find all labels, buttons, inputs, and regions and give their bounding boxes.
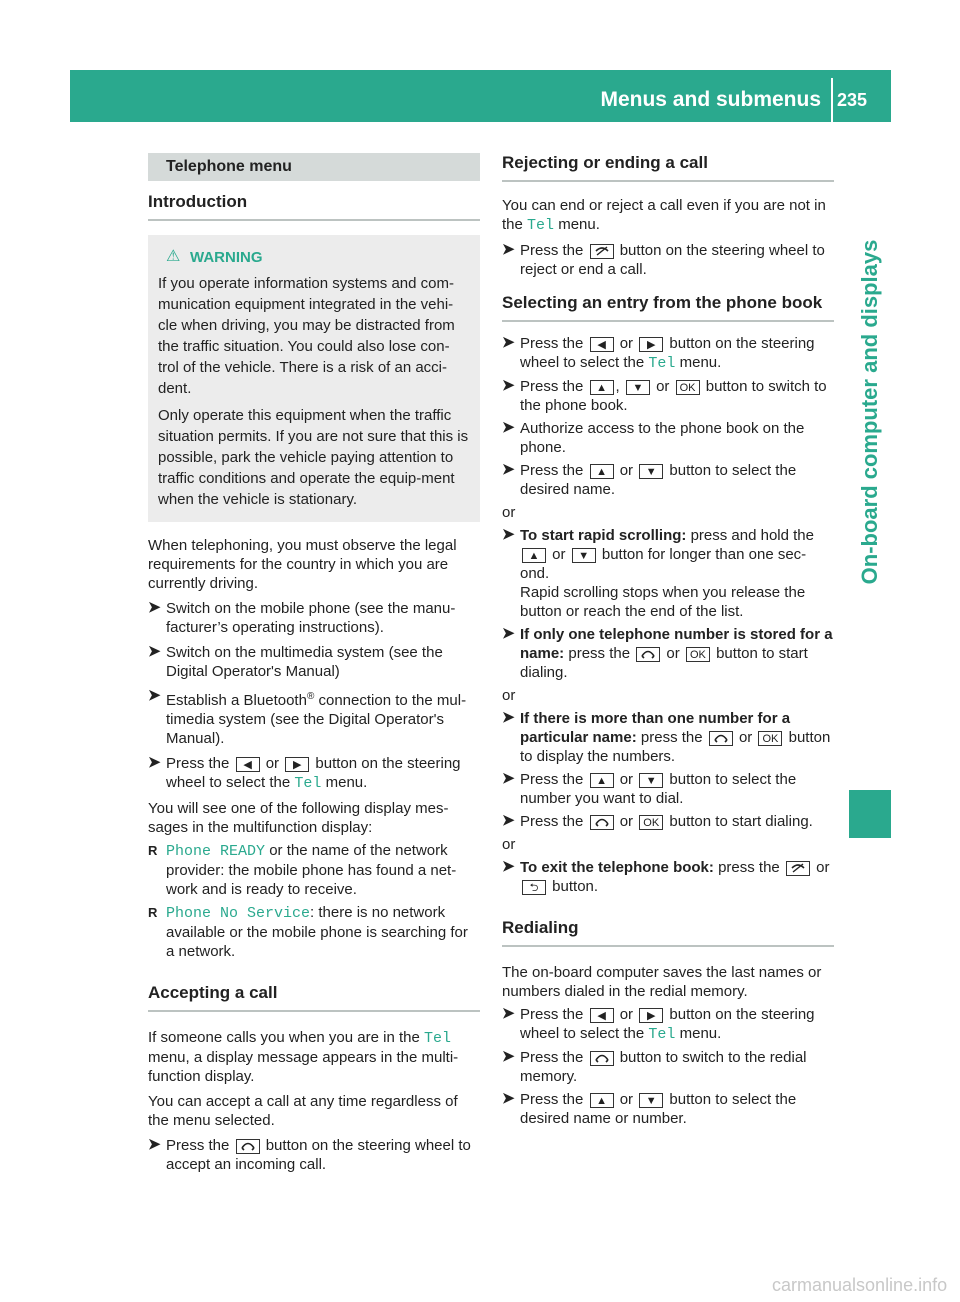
left-arrow-key-icon: ◀ <box>590 337 614 352</box>
side-marker-square <box>849 790 891 838</box>
or-text: or <box>619 335 634 352</box>
step-text: Press the <box>520 813 584 830</box>
header-divider <box>831 78 833 122</box>
step-arrow-icon: ➤ <box>502 812 515 829</box>
step-bold-text: If only one telephone number is stored for a name: <box>520 626 833 662</box>
paragraph-text: menu. <box>558 216 600 233</box>
step-arrow-icon: ➤ <box>148 643 161 660</box>
step-text: Press the <box>520 335 584 352</box>
warning-paragraph-1: If you operate information systems and com-munication equipment integrated in the vehi-cle when driving, you may be distracted from the traffic situation. You could also lose con-trol of the vehicle. There is a risk of an acci-dent. <box>158 275 455 397</box>
step-start-dialing <box>502 812 834 831</box>
step-text: Rapid scrolling stops when you release the button or reach the end of the list. <box>520 584 806 620</box>
left-column <box>148 153 480 1174</box>
step-text: menu. <box>679 1025 722 1042</box>
phone-pickup-key-icon <box>236 1139 260 1154</box>
down-arrow-key-icon: ▼ <box>639 1093 663 1108</box>
left-arrow-key-icon: ◀ <box>236 757 260 772</box>
paragraph-text: You can end or reject a call even if you are not in the <box>502 197 826 233</box>
phone-hangup-key-icon <box>590 244 614 259</box>
side-chapter-label: On-board computer and displays <box>857 239 882 585</box>
page-header <box>70 70 891 122</box>
step-text: press the <box>713 859 780 876</box>
tel-display-text: Tel <box>527 217 555 234</box>
page-number: 235 <box>837 90 868 110</box>
or-text: or <box>619 813 634 830</box>
or-text: or <box>816 859 830 876</box>
step-redial-select-name <box>502 1090 834 1128</box>
up-arrow-key-icon: ▲ <box>522 548 546 563</box>
accept-paragraph-2: You can accept a call at any time regardless of the menu selected. <box>148 1093 458 1129</box>
or-text: or <box>619 1091 634 1108</box>
step-select-tel-menu <box>148 754 480 793</box>
step-text: Switch on the mobile phone (see the manu-facturer’s operating instructions). <box>166 600 456 636</box>
redialing-heading: Redialing <box>502 918 834 947</box>
step-text: Press the <box>520 1091 584 1108</box>
step-pb-switch: ➤ Press the ▲ , ▼ or OK button to switch to the phone book. <box>502 377 827 414</box>
step-redial-select-tel <box>502 1005 834 1044</box>
step-text: button on the steering wheel to accept an incoming call. <box>166 1137 471 1173</box>
step-text: Press the <box>166 755 230 772</box>
bullet-phone-no-service <box>148 903 480 961</box>
side-chapter-tab <box>849 122 891 702</box>
tel-display-text: Tel <box>648 355 676 372</box>
paragraph-text: menu, a display message appears in the multi-function display. <box>148 1049 459 1085</box>
step-text: Press the <box>520 1049 584 1066</box>
step-text: button to select the desired name. <box>520 462 797 498</box>
step-text: Press the <box>520 1006 584 1023</box>
step-arrow-icon: ➤ <box>502 770 515 787</box>
warning-paragraph-2: Only operate this equipment when the traffic situation permits. If you are not sure that this is possible, park the vehicle paying attention to traffic conditions and operate the equip-ment when the vehicle is stationary. <box>158 407 469 508</box>
or-separator: or <box>502 687 516 704</box>
step-text: button to select the number you want to dial. <box>520 771 797 807</box>
step-text: button to select the desired name or number. <box>520 1091 797 1127</box>
step-bold-text: To start rapid scrolling: <box>520 527 687 544</box>
paragraph-text: If someone calls you when you are in the <box>148 1029 420 1046</box>
step-arrow-icon: ➤ <box>502 1090 515 1107</box>
step-text: press the <box>636 729 703 746</box>
step-select-number <box>502 770 834 808</box>
or-text: or <box>666 645 680 662</box>
back-key-icon: ⮌ <box>522 880 546 895</box>
or-text: or <box>619 771 634 788</box>
accepting-call-heading: Accepting a call <box>148 983 480 1012</box>
step-arrow-icon: ➤ <box>502 625 515 642</box>
step-text: button on the steering wheel to reject or end a call. <box>520 242 825 278</box>
section-title-bar: Telephone menu <box>148 153 480 181</box>
step-text: button on the steering wheel to select the <box>520 1006 815 1042</box>
ok-key-icon: OK <box>676 380 700 395</box>
redial-paragraph: The on-board computer saves the last names or numbers dialed in the redial memory. <box>502 964 822 1000</box>
footer-watermark: carmanualsonline.info <box>772 1275 948 1295</box>
display-messages-paragraph: You will see one of the following display mes-sages in the multifunction display: <box>148 800 449 836</box>
up-arrow-key-icon: ▲ <box>590 1093 614 1108</box>
step-more-numbers <box>502 709 834 766</box>
step-text: Press the <box>520 378 584 395</box>
up-arrow-key-icon: ▲ <box>590 773 614 788</box>
step-text: button on the steering wheel to select the <box>520 335 815 371</box>
or-separator: or <box>502 836 516 853</box>
step-reject-call <box>502 241 834 279</box>
up-arrow-key-icon: ▲ <box>590 380 614 395</box>
reject-paragraph <box>502 196 834 235</box>
chapter-title: Menus and submenus <box>600 88 821 111</box>
step-arrow-icon: ➤ <box>148 754 161 771</box>
step-arrow-icon: ➤ <box>148 599 161 616</box>
telephoning-paragraph: When telephoning, you must observe the legal requirements for the country in which you are currently driving. <box>148 537 457 592</box>
step-switch-on-phone <box>148 599 480 637</box>
phone-pickup-key-icon <box>590 815 614 830</box>
phone-book-heading: Selecting an entry from the phone book <box>502 293 834 322</box>
step-bold-text: To exit the telephone book: <box>520 859 714 876</box>
step-arrow-icon: ➤ <box>502 526 515 543</box>
step-text: Press the <box>520 462 584 479</box>
down-arrow-key-icon: ▼ <box>639 464 663 479</box>
step-rapid-scrolling <box>502 526 834 621</box>
warning-title <box>166 248 470 267</box>
bullet-text: or the name of the network provider: the mobile phone has found a net-work and is ready to receive. <box>166 842 457 898</box>
tel-display-text: Tel <box>648 1026 676 1043</box>
bullet-mark: R <box>148 905 158 920</box>
bullet-text: : there is no network available or the mobile phone is searching for a network. <box>166 904 468 960</box>
bullet-mark: R <box>148 843 158 858</box>
step-text: Press the <box>520 771 584 788</box>
step-arrow-icon: ➤ <box>502 1048 515 1065</box>
step-text: Press the <box>520 242 584 259</box>
tel-display-text: Tel <box>294 775 322 792</box>
step-text: button on the steering wheel to select the <box>166 755 461 791</box>
step-bold-text: If there is more than one number for a particular name: <box>520 710 791 746</box>
right-column <box>502 153 834 1128</box>
step-text: connection to the mul-timedia system (see the Digital Operator's Manual). <box>166 692 467 747</box>
step-text: button for longer than one sec-ond. <box>520 546 807 582</box>
or-separator: or <box>502 504 516 521</box>
phone-pickup-key-icon <box>636 647 660 662</box>
or-text: or <box>552 546 566 563</box>
warning-triangle-icon: ⚠ <box>166 248 181 265</box>
right-arrow-key-icon: ▶ <box>639 337 663 352</box>
step-text: button. <box>552 878 599 895</box>
or-text: or <box>619 1006 634 1023</box>
introduction-heading: Introduction <box>148 192 480 221</box>
accept-paragraph-1 <box>148 1028 480 1086</box>
down-arrow-key-icon: ▼ <box>639 773 663 788</box>
step-accept-call <box>148 1136 480 1174</box>
right-arrow-key-icon: ▶ <box>285 757 309 772</box>
ok-key-icon: OK <box>686 647 710 662</box>
phone-no-service-display-text: Phone No Service <box>166 905 311 922</box>
phone-ready-display-text: Phone READY <box>166 843 266 860</box>
step-text: button to switch to the phone book. <box>520 378 827 414</box>
tel-display-text: Tel <box>424 1030 452 1047</box>
step-exit-phone-book <box>502 858 834 896</box>
step-arrow-icon: ➤ <box>502 1005 515 1022</box>
bullet-phone-ready <box>148 841 480 899</box>
step-one-number <box>502 625 834 682</box>
step-arrow-icon: ➤ <box>502 377 515 394</box>
up-arrow-key-icon: ▲ <box>590 464 614 479</box>
phone-hangup-key-icon <box>786 861 810 876</box>
left-arrow-key-icon: ◀ <box>590 1008 614 1023</box>
phone-pickup-key-icon <box>709 731 733 746</box>
step-text: menu. <box>679 354 722 371</box>
right-arrow-key-icon: ▶ <box>639 1008 663 1023</box>
or-text: or <box>656 378 670 395</box>
step-arrow-icon: ➤ <box>502 241 515 258</box>
step-text: Switch on the multimedia system (see the Digital Operator's Manual) <box>166 644 443 680</box>
step-switch-on-multimedia <box>148 643 480 681</box>
step-arrow-icon: ➤ <box>502 419 515 436</box>
ok-key-icon: OK <box>758 731 782 746</box>
step-arrow-icon: ➤ <box>502 709 515 726</box>
step-arrow-icon: ➤ <box>502 461 515 478</box>
step-text: button to display the numbers. <box>520 729 831 765</box>
step-arrow-icon: ➤ <box>148 1136 161 1153</box>
or-text: or <box>265 755 280 772</box>
step-text: button to start dialing. <box>669 813 813 830</box>
ok-key-icon: OK <box>639 815 663 830</box>
step-text: press and hold the <box>686 527 814 544</box>
step-text: Establish a Bluetooth <box>166 692 307 709</box>
phone-pickup-key-icon <box>590 1051 614 1066</box>
step-bluetooth <box>148 687 480 748</box>
step-text: Authorize access to the phone book on the phone. <box>520 420 805 456</box>
step-arrow-icon: ➤ <box>148 687 161 704</box>
step-text: Press the <box>166 1137 230 1154</box>
step-pb-select-tel <box>502 334 834 373</box>
step-pb-authorize <box>502 419 834 457</box>
step-text: press the <box>564 645 631 662</box>
or-text: or <box>738 729 753 746</box>
warning-box <box>148 235 480 522</box>
step-pb-select-name <box>502 461 834 499</box>
step-text: button to start dialing. <box>520 645 808 681</box>
step-redial-memory <box>502 1048 834 1086</box>
registered-mark: ® <box>306 691 315 702</box>
down-arrow-key-icon: ▼ <box>626 380 650 395</box>
step-text: menu. <box>325 774 368 791</box>
step-text: button to switch to the redial memory. <box>520 1049 807 1085</box>
step-arrow-icon: ➤ <box>502 334 515 351</box>
rejecting-call-heading: Rejecting or ending a call <box>502 153 834 182</box>
step-arrow-icon: ➤ <box>502 858 515 875</box>
warning-label: WARNING <box>190 249 263 266</box>
or-text: or <box>619 462 634 479</box>
down-arrow-key-icon: ▼ <box>572 548 596 563</box>
